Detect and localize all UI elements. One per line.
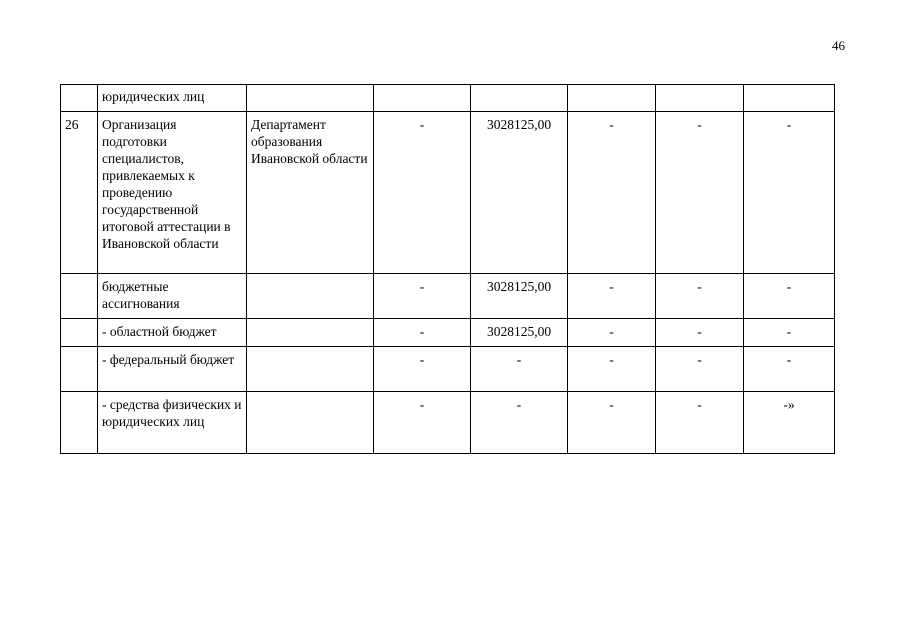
row-amount-cell: 3028125,00 [471,319,568,347]
row-value-cell [656,85,744,112]
row-value-cell [568,85,656,112]
row-executor-cell [247,319,374,347]
row-value-cell [744,85,835,112]
row-amount-cell [471,85,568,112]
row-name-cell: Организация подготовки специалистов, привлекаемых к проведению государственной итоговой аттестации в Ивановской области [98,112,247,274]
row-value-cell: - [744,274,835,319]
row-executor-cell: Департамент образования Ивановской области [247,112,374,274]
row-value-cell: - [568,347,656,392]
row-value-cell: - [568,319,656,347]
row-value-cell: - [744,112,835,274]
table-row [61,319,835,347]
row-executor-cell [247,85,374,112]
row-value-cell: - [374,347,471,392]
row-value-cell: - [656,112,744,274]
row-value-cell: - [374,274,471,319]
row-value-cell: - [656,347,744,392]
table-row [61,112,835,274]
row-value-cell: - [656,392,744,454]
row-amount-cell: 3028125,00 [471,274,568,319]
budget-table [60,84,835,454]
row-number-cell [61,347,98,392]
row-number-cell [61,274,98,319]
row-amount-cell: - [471,392,568,454]
row-name-cell: бюджетные ассигнования [98,274,247,319]
table-row [61,347,835,392]
row-value-cell: - [374,319,471,347]
page-number: 46 [832,38,845,53]
row-number-cell [61,85,98,112]
row-number-cell [61,392,98,454]
row-value-cell [374,85,471,112]
row-executor-cell [247,392,374,454]
row-value-cell: - [744,319,835,347]
row-value-cell: - [744,347,835,392]
row-amount-cell: - [471,347,568,392]
row-name-cell: - федеральный бюджет [98,347,247,392]
row-value-cell: - [568,274,656,319]
row-name-cell: юридических лиц [98,85,247,112]
row-executor-cell [247,347,374,392]
row-value-cell: - [374,112,471,274]
row-number-cell [61,319,98,347]
table-row [61,392,835,454]
row-value-cell: - [656,319,744,347]
table-row [61,85,835,112]
row-name-cell: - областной бюджет [98,319,247,347]
row-value-cell: - [568,112,656,274]
row-executor-cell [247,274,374,319]
row-number-cell: 26 [61,112,98,274]
row-value-cell: - [374,392,471,454]
row-value-cell: - [568,392,656,454]
row-name-cell: - средства физических и юридических лиц [98,392,247,454]
row-value-cell: -» [744,392,835,454]
table-row [61,274,835,319]
row-value-cell: - [656,274,744,319]
row-amount-cell: 3028125,00 [471,112,568,274]
